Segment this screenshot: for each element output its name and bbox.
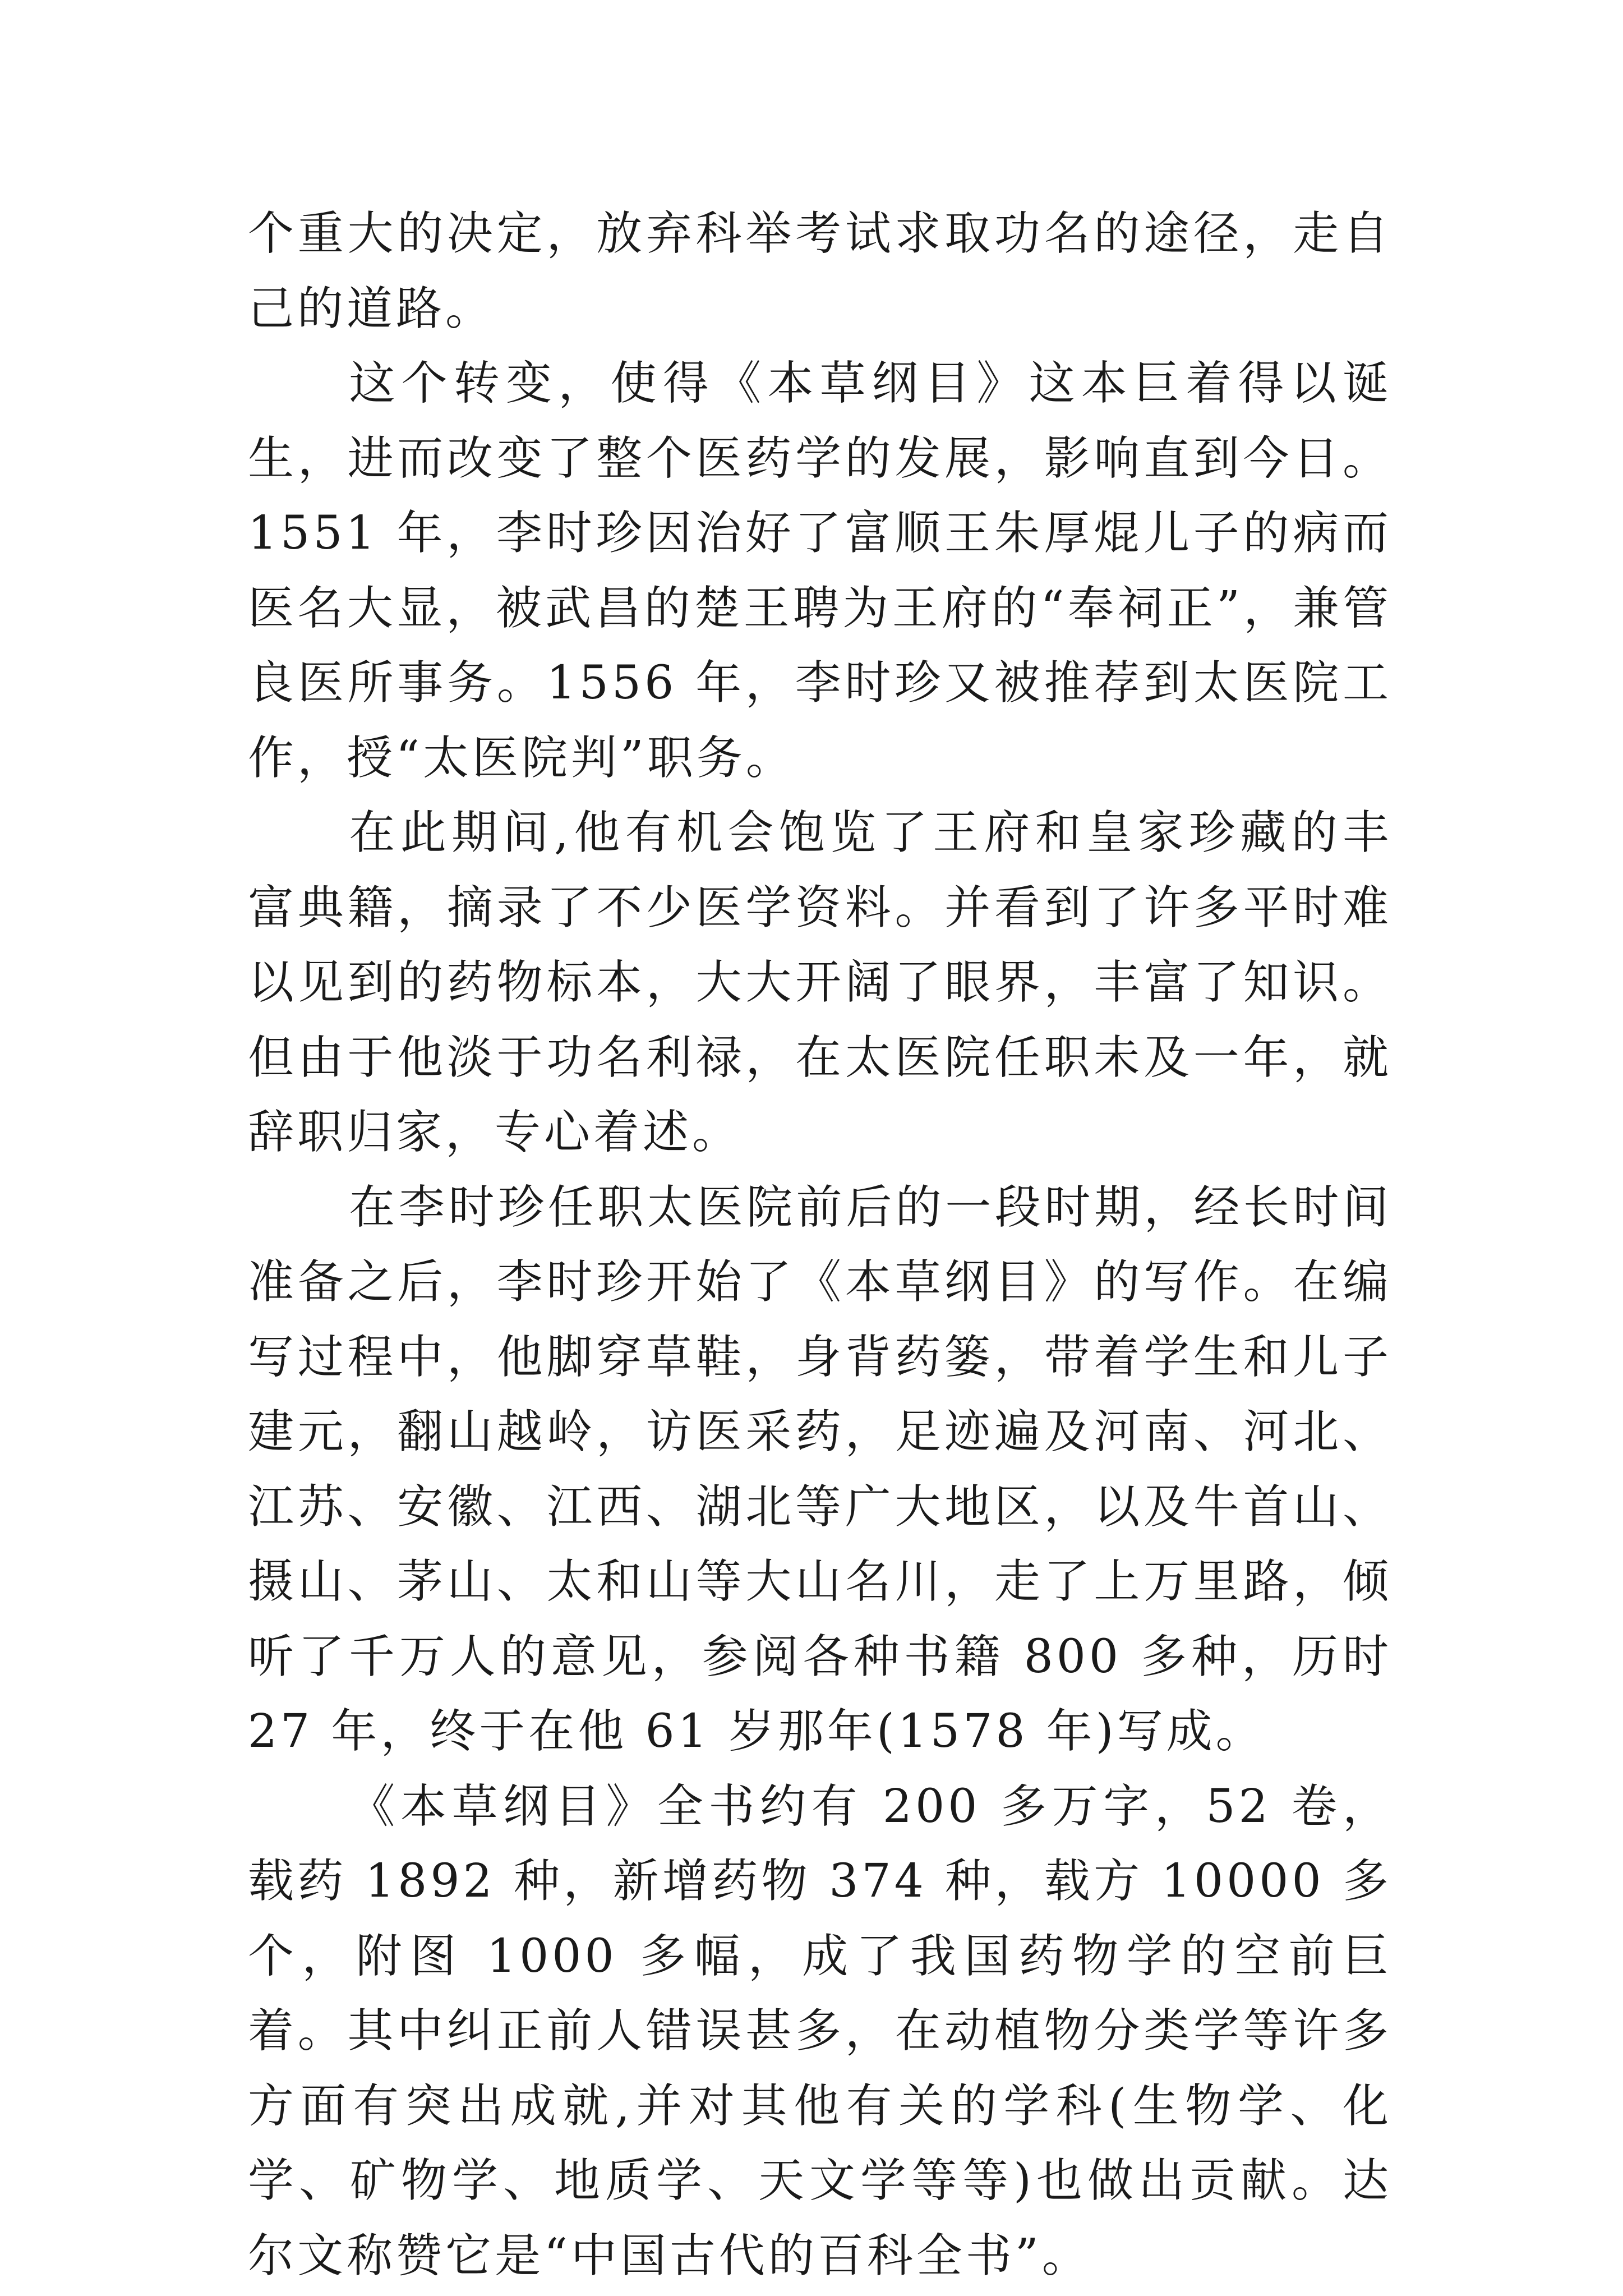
- paragraph-transition: 这个转变，使得《本草纲目》这本巨着得以诞生，进而改变了整个医药学的发展，影响直到今日。1551 年，李时珍因治好了富顺王朱厚焜儿子的病而医名大显，被武昌的楚王聘为王府的“奉祠正”，兼管良医所事务。1556 年，李时珍又被推荐到太医院工作，授“太医院判”职务。: [248, 357, 1392, 785]
- document-body: [248, 196, 1392, 2293]
- paragraph-imperial-period: 在此期间,他有机会饱览了王府和皇家珍藏的丰富典籍，摘录了不少医学资料。并看到了许多平时难以见到的药物标本，大大开阔了眼界，丰富了知识。但由于他淡于功名利禄，在太医院任职未及一年，就辞职归家，专心着述。: [248, 806, 1392, 1159]
- paragraph-book-summary: 《本草纲目》全书约有 200 多万字，52 卷，载药 1892 种，新增药物 374 种，载方 10000 多个，附图 1000 多幅，成了我国药物学的空前巨着。其中纠正前人错误甚多，在动植物分类学等许多方面有突出成就,并对其他有关的学科(生物学、化学、矿物学、地质学、天文学等等)也做出贡献。达尔文称赞它是“中国古代的百科全书”。: [248, 1779, 1392, 2283]
- paragraph-continuation: 个重大的决定，放弃科举考试求取功名的途径，走自己的道路。: [248, 207, 1392, 335]
- paragraph-writing-process: 在李时珍任职太医院前后的一段时期，经长时间准备之后，李时珍开始了《本草纲目》的写作。在编写过程中，他脚穿草鞋，身背药篓，带着学生和儿子建元，翻山越岭，访医采药，足迹遍及河南、河北、江苏、安徽、江西、湖北等广大地区，以及牛首山、摄山、茅山、太和山等大山名川，走了上万里路，倾听了千万人的意见，参阅各种书籍 800 多种，历时 27 年，终于在他 61 岁那年(1578 年)写成。: [248, 1180, 1392, 1758]
